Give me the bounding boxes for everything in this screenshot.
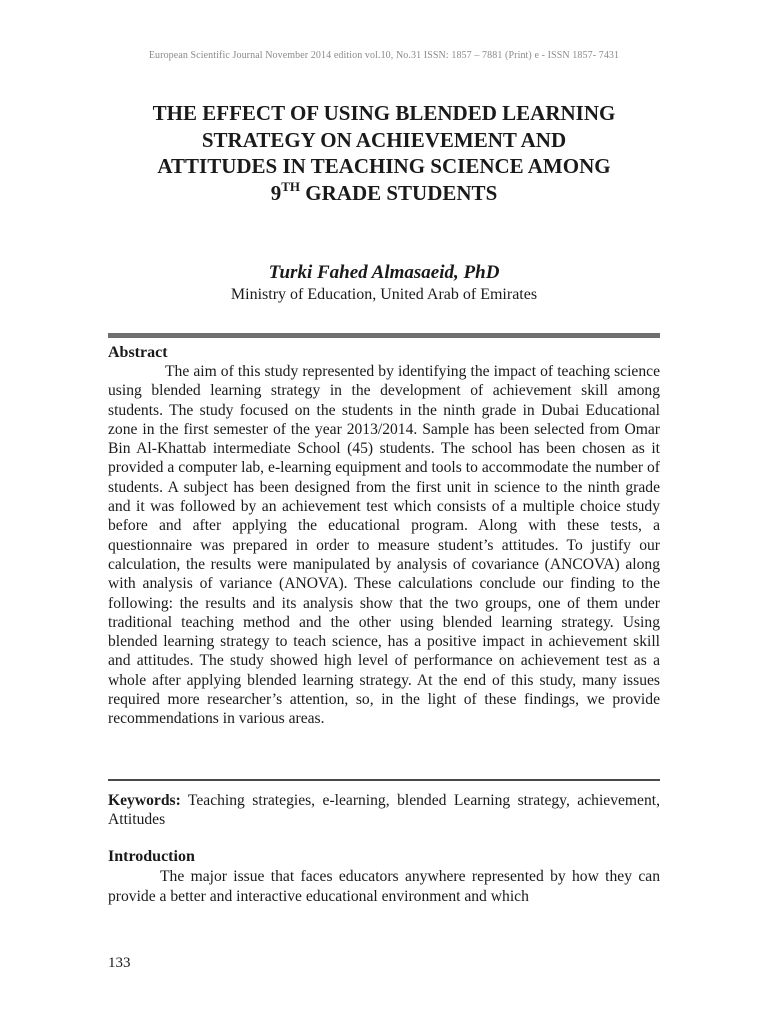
keywords-paragraph (108, 791, 660, 829)
title-line-4-suffix: GRADE STUDENTS (300, 180, 498, 205)
introduction-heading: Introduction (108, 848, 195, 865)
abstract-heading: Abstract (108, 344, 168, 361)
author-name: Turki Fahed Almasaeid, PhD (268, 262, 500, 283)
page-number: 133 (108, 955, 131, 971)
title-line-1: THE EFFECT OF USING BLENDED LEARNING (152, 101, 616, 125)
title-superscript: TH (281, 178, 301, 194)
paper-title (90, 100, 678, 206)
journal-running-header: European Scientific Journal November 2014 edition vol.10, No.31 ISSN: 1857 – 7881 (Print) e - ISSN 1857- 7431 (148, 50, 620, 61)
keywords-label: Keywords: (108, 792, 181, 809)
title-line-3: ATTITUDES IN TEACHING SCIENCE AMONG (157, 154, 611, 178)
author-affiliation: Ministry of Education, United Arab of Emirates (230, 286, 538, 303)
title-line-4-prefix: 9 (270, 180, 282, 205)
title-line-2: STRATEGY ON ACHIEVEMENT AND (201, 127, 567, 152)
abstract-divider (108, 779, 660, 781)
introduction-body: The major issue that faces educators anywhere represented by how they can provide a better and interactive educational environment and which (108, 868, 660, 905)
keywords-list: Teaching strategies, e-learning, blended Learning strategy, achievement, Attitudes (108, 792, 660, 828)
section-divider (108, 333, 660, 338)
abstract-body: The aim of this study represented by identifying the impact of teaching science using blended learning strategy in the development of achievement skill among students. The study focused on the students in the ninth grade in Dubai Educational zone in the first semester of the year 2013/2014. Sample has been selected from Omar Bin Al-Khattab intermediate School (45) students. The school has been chosen as it provided a computer lab, e-learning equipment and tools to accommodate the number of students. A subject has been designed from the first unit in science to the ninth grade and it was followed by an achievement test which consists of a multiple choice study before and after applying the educational program. Along with these tests, a questionnaire was prepared in order to measure student’s attitudes. To justify our calculation, the results were manipulated by analysis of covariance (ANCOVA) along with analysis of variance (ANOVA). These calculations conclude our finding to the following: the results and its analysis show that the two groups, one of them under traditional teaching method and the other using blended learning strategy. Using blended learning strategy to teach science, has a positive impact in achievement skill and attitudes. The study showed high level of performance on achievement test as a whole after applying blended learning strategy. At the end of this study, many issues required more researcher’s attention, so, in the light of these findings, we provide recommendations in various areas. (108, 363, 660, 728)
